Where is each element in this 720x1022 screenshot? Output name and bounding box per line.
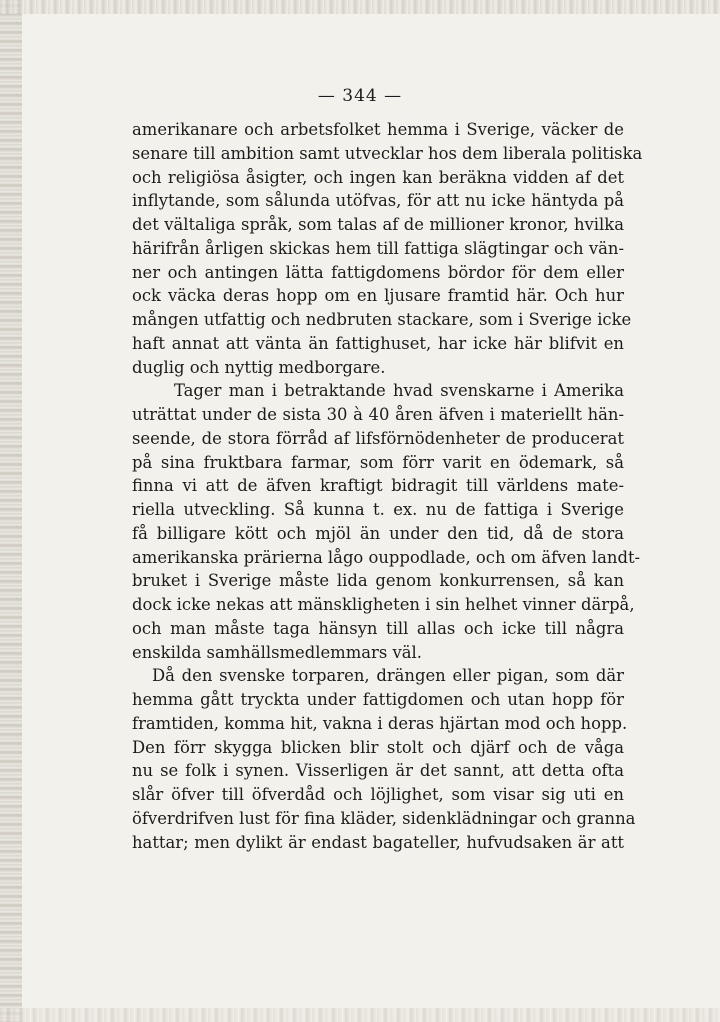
paragraph-3 xyxy=(132,664,636,854)
text-line: slår öfver till öfverdåd och löjlighet, som visar sig uti en xyxy=(132,785,624,804)
text-line: amerikanska prärierna lågo ouppodlade, och om äfven landt- xyxy=(132,547,641,567)
text-line: inflytande, som sålunda utöfvas, för att nu icke häntyda på xyxy=(132,191,624,211)
text-line: hattar; men dylikt är endast bagateller, hufvudsaken är att xyxy=(132,832,624,852)
text-line: öfverdrifven lust för fina kläder, sidenklädningar och granna xyxy=(132,808,636,828)
text-line: härifrån årligen skickas hem till fattiga slägtingar och vän- xyxy=(132,238,624,258)
text-line: det vältaliga språk, som talas af de millioner kronor, hvilka xyxy=(132,215,624,234)
text-line: hemma gått tryckta under fattigdomen och utan hopp för xyxy=(132,690,624,709)
scan-shadow-bottom xyxy=(0,1008,720,1022)
text-line: Tager man i betraktande hvad svenskarne i Amerika xyxy=(174,381,624,401)
text-line: mången utfattig och nedbruten stackare, som i Sverige icke xyxy=(132,310,632,329)
text-line: amerikanare och arbetsfolket hemma i Sverige, väcker de xyxy=(132,120,624,139)
body-text xyxy=(132,118,643,854)
text-line: duglig och nyttig medborgare. xyxy=(132,357,386,377)
text-line: Den förr skygga blicken blir stolt och djärf och de våga xyxy=(132,737,624,757)
text-line: ock väcka deras hopp om en ljusare framtid här. Och hur xyxy=(132,286,624,306)
text-line: och man måste taga hänsyn till allas och icke till några xyxy=(132,618,624,638)
text-line: bruket i Sverige måste lida genom konkurrensen, så kan xyxy=(132,571,624,591)
text-line: ner och antingen lätta fattigdomens bördor för dem eller xyxy=(132,262,624,282)
text-line: riella utveckling. Så kunna t. ex. nu de fattiga i Sverige xyxy=(132,500,624,519)
page-number: — 344 — xyxy=(317,86,403,106)
text-line: senare till ambition samt utvecklar hos dem liberala politiska xyxy=(132,143,643,163)
text-line: Då den svenske torparen, drängen eller pigan, som där xyxy=(152,666,624,686)
text-line: finna vi att de äfven kraftigt bidragit till världens mate- xyxy=(132,476,624,496)
scan-shadow-top xyxy=(0,0,720,14)
paragraph-1 xyxy=(132,118,643,379)
text-line: seende, de stora förråd af lifsförnödenheter de producerat xyxy=(132,428,624,448)
text-line: nu se folk i synen. Visserligen är det sannt, att detta ofta xyxy=(132,761,624,781)
text-line: dock icke nekas att mänskligheten i sin helhet vinner därpå, xyxy=(132,595,635,614)
text-line: framtiden, komma hit, vakna i deras hjärtan mod och hopp. xyxy=(132,713,628,733)
text-line: haft annat att vänta än fattighuset, har icke här blifvit en xyxy=(132,333,624,353)
paragraph-2 xyxy=(132,379,641,664)
text-line: på sina fruktbara farmar, som förr varit en ödemark, så xyxy=(132,452,624,472)
text-line: enskilda samhällsmedlemmars väl. xyxy=(132,642,422,662)
text-line: och religiösa åsigter, och ingen kan beräkna vidden af det xyxy=(132,167,624,187)
text-line: uträttat under de sista 30 à 40 åren äfven i materiellt hän- xyxy=(132,405,624,424)
scan-shadow-left xyxy=(0,0,22,1022)
text-line: få billigare kött och mjöl än under den tid, då de stora xyxy=(132,523,624,543)
